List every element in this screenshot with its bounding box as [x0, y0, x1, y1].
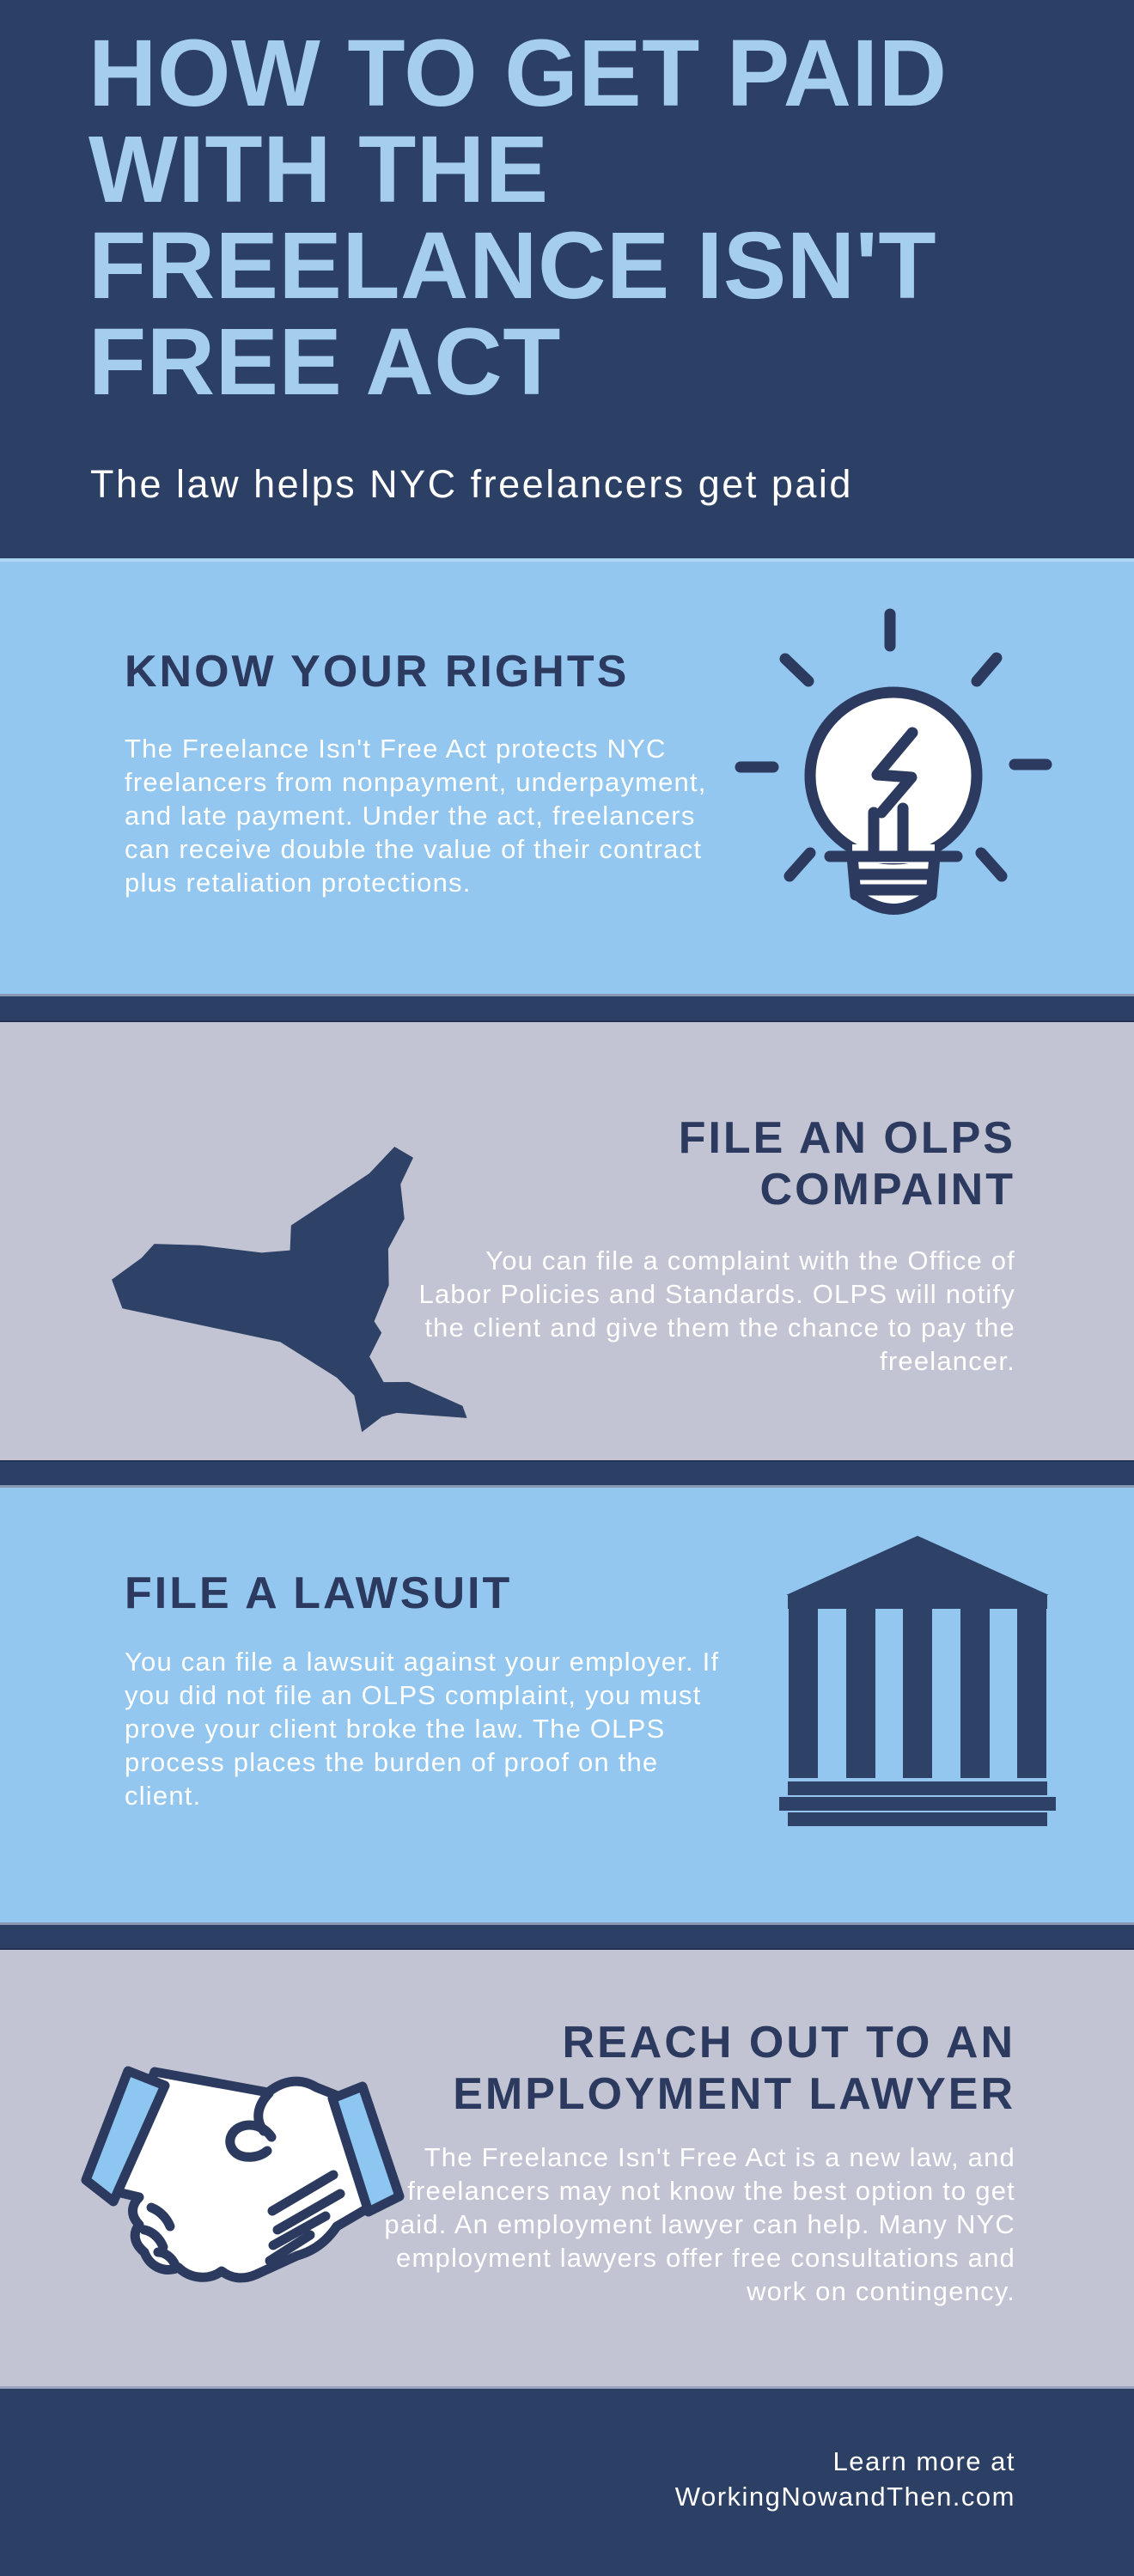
section-body-know-your-rights: The Freelance Isn't Free Act protects NYC freelancers from nonpayment, underpayment, and late payment. Under the act, freelancers can receive double the value of their contract plus retaliation protections. — [125, 734, 707, 898]
page-title-line-4: FREE ACT — [88, 309, 561, 415]
heading-line: FILE AN OLPS — [678, 1113, 1015, 1163]
page-title — [88, 21, 948, 415]
heading-line: COMPAINT — [759, 1165, 1015, 1215]
divider — [0, 994, 1134, 1022]
heading-line: EMPLOYMENT LAWYER — [453, 2069, 1015, 2119]
section-heading-file-olps — [679, 1112, 1015, 1215]
section-body-employment-lawyer: The Freelance Isn't Free Act is a new law, and freelancers may not know the best option to get paid. An employment lawyer can help. Many NYC employment lawyers offer free consultations and work on contingency. — [384, 2142, 1015, 2306]
page-title-line-3: FREELANCE ISN'T — [88, 213, 937, 319]
footer-learn-more — [675, 2444, 1015, 2514]
handshake-icon — [69, 2027, 430, 2311]
header-band — [0, 0, 1134, 558]
page-title-line-2: WITH THE — [88, 117, 549, 222]
footer-website-text: WorkingNowandThen.com — [674, 2482, 1015, 2512]
section-heading-file-lawsuit: FILE A LAWSUIT — [125, 1568, 513, 1618]
divider — [0, 1460, 1134, 1488]
divider — [0, 1922, 1134, 1950]
section-body-file-lawsuit: You can file a lawsuit against your employer. If you did not file an OLPS complaint, you must prove your client broke the law. The OLPS process places the burden of proof on the client. — [125, 1647, 720, 1811]
courthouse-icon — [777, 1534, 1058, 1827]
footer-line-1: Learn more at — [832, 2446, 1015, 2476]
lightbulb-icon — [722, 593, 1082, 953]
section-body-file-olps: You can file a complaint with the Office of Labor Policies and Standards. OLPS will notify the client and give them the chance to pay the freelancer. — [418, 1245, 1015, 1376]
heading-line: REACH OUT TO AN — [562, 2018, 1015, 2067]
section-heading-know-your-rights: KNOW YOUR RIGHTS — [125, 647, 630, 697]
section-heading-employment-lawyer — [453, 2017, 1015, 2120]
page-title-line-1: HOW TO GET PAID — [88, 21, 948, 126]
page-subtitle: The law helps NYC freelancers get paid — [90, 462, 853, 506]
